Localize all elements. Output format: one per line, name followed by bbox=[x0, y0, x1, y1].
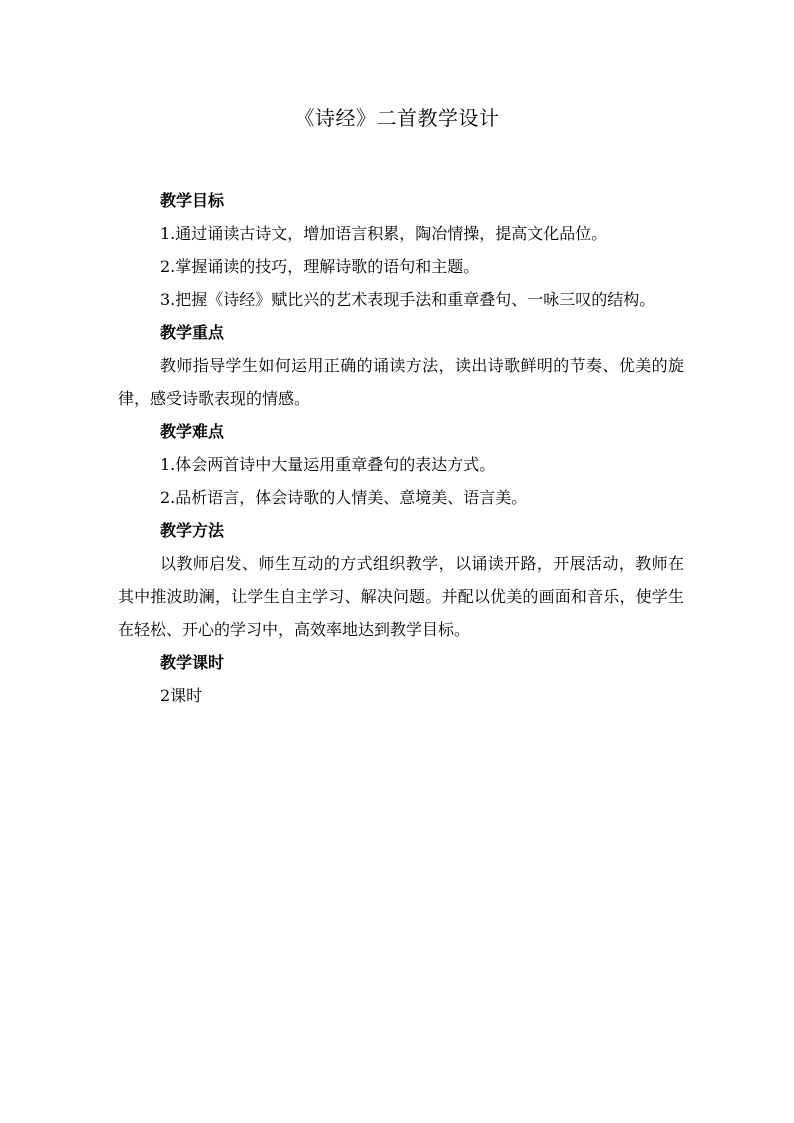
section-teaching-methods bbox=[118, 514, 684, 646]
section-heading: 教学方法 bbox=[160, 521, 225, 540]
section-class-hours bbox=[118, 646, 684, 712]
paragraph: 2课时 bbox=[160, 686, 203, 705]
paragraph: 教师指导学生如何运用正确的诵读方法，读出诗歌鲜明的节奏、优美的旋律，感受诗歌表现的情感。 bbox=[118, 356, 684, 408]
section-teaching-difficulties bbox=[118, 415, 684, 514]
paragraph: 1.通过诵读古诗文，增加语言积累，陶冶情操，提高文化品位。 bbox=[160, 224, 608, 243]
paragraph: 3.把握《诗经》赋比兴的艺术表现手法和重章叠句、一咏三叹的结构。 bbox=[160, 290, 656, 309]
section-heading: 教学课时 bbox=[160, 653, 225, 672]
section-teaching-focus bbox=[118, 316, 684, 415]
section-heading: 教学重点 bbox=[160, 323, 225, 342]
paragraph: 1.体会两首诗中大量运用重章叠句的表达方式。 bbox=[160, 455, 496, 474]
document-body bbox=[118, 184, 684, 712]
section-heading: 教学难点 bbox=[160, 422, 225, 441]
section-heading: 教学目标 bbox=[160, 191, 225, 210]
paragraph: 2.品析语言，体会诗歌的人情美、意境美、语言美。 bbox=[160, 488, 528, 507]
section-teaching-objectives bbox=[118, 184, 684, 316]
paragraph: 2.掌握诵读的技巧，理解诗歌的语句和主题。 bbox=[160, 257, 480, 276]
document-title: 《诗经》二首教学设计 bbox=[294, 106, 500, 130]
paragraph: 以教师启发、师生互动的方式组织教学，以诵读开路，开展活动，教师在其中推波助澜，让学生自主学习、解决问题。并配以优美的画面和音乐，使学生在轻松、开心的学习中，高效率地达到教学目标。 bbox=[118, 554, 684, 639]
